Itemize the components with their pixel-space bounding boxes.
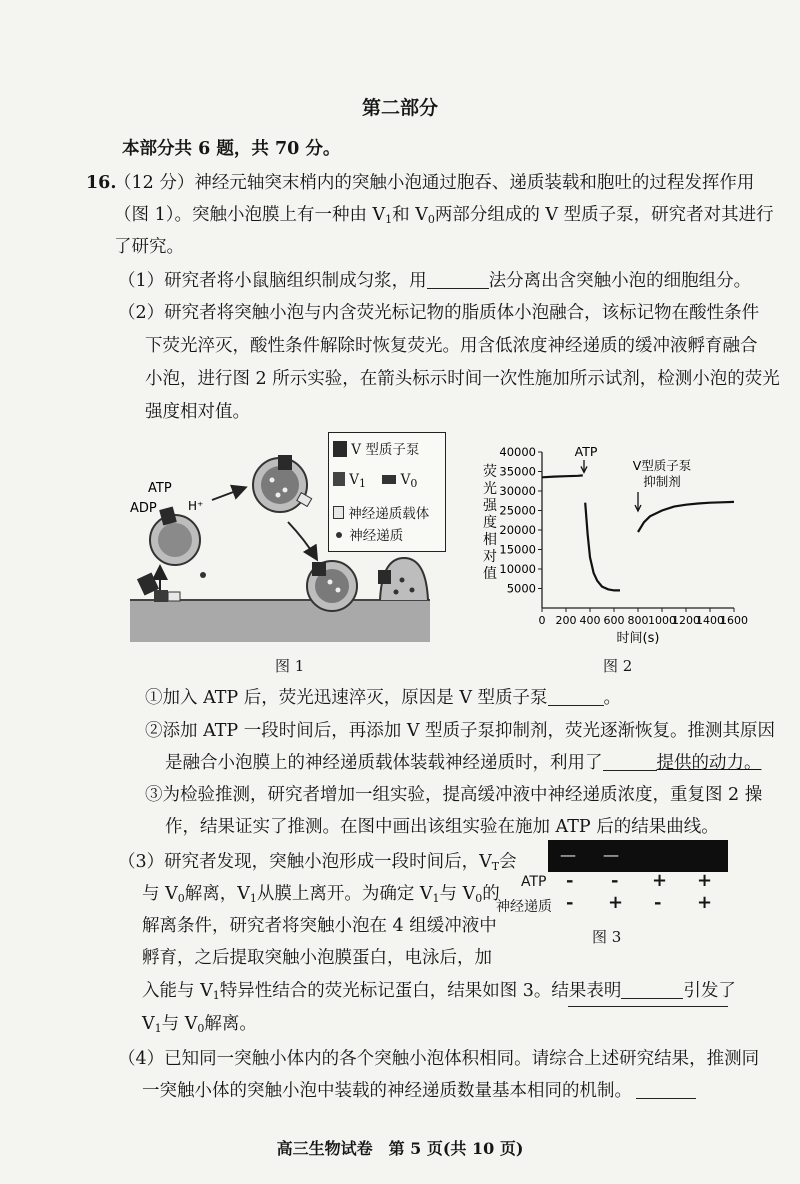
part-3-line-1: （3）研究者发现，突触小泡形成一段时间后，$V_T$会: [118, 852, 517, 873]
fusing-vesicle: [378, 558, 428, 600]
atp-sign-3: +: [652, 870, 668, 891]
answer-blank-2[interactable]: [548, 687, 604, 706]
transmitter-icon: [336, 532, 342, 538]
transmitter-sign-4: +: [697, 892, 713, 913]
section-intro: 本部分共 6 题，共 70 分。: [122, 139, 341, 159]
figure-1-legend: [328, 432, 446, 552]
y-tick-label: 40000: [499, 445, 536, 459]
y-tick-label: 15000: [499, 542, 536, 557]
y-tick-label: 10000: [499, 562, 536, 576]
x-tick-label: 600: [603, 614, 625, 627]
atp-sign-4: +: [697, 870, 713, 891]
sub-question-2-line-2: 是融合小泡膜上的神经递质载体装载神经递质时，利用了 提供的动力。: [165, 753, 762, 773]
part-2-line-4: 强度相对值。: [145, 402, 250, 422]
part-3-line-6: $V_1$与 $V_0$解离。: [142, 1014, 257, 1035]
series-line-baseline: [542, 475, 583, 477]
part-2-line-3: 小泡，进行图 2 所示实验，在箭头标示时间一次性施加所示试剂，检测小泡的荧光: [145, 369, 780, 389]
page-footer: 高三生物试卷 第 5 页(共 10 页): [276, 1139, 524, 1158]
stem-line-1: （12 分）神经元轴突末梢内的突触小泡通过胞吞、递质装载和胞吐的过程发挥作用: [114, 173, 755, 193]
answer-underline: [568, 1006, 728, 1007]
endocytosis-vesicle: [150, 506, 206, 578]
sub-question-2-line-1: ②添加 ATP 一段时间后，再添加 V 型质子泵抑制剂，荧光逐渐恢复。推测其原因: [145, 721, 776, 741]
x-tick-label: 1200: [672, 614, 700, 627]
transmitter-sign-2: +: [608, 892, 624, 913]
sub-question-3-line-1: ③为检验推测，研究者增加一组实验，提高缓冲液中神经递质浓度，重复图 2 操: [145, 785, 763, 805]
figure-1-caption: 图 1: [275, 657, 305, 675]
answer-blank-3[interactable]: [603, 752, 657, 771]
answer-blank-4[interactable]: [621, 980, 683, 999]
series-line-after_inhibitor: [638, 502, 734, 532]
sub-question-1: ①加入 ATP 后，荧光迅速淬灭，原因是 V 型质子泵 。: [145, 688, 622, 708]
figure-2-caption: 图 2: [603, 657, 633, 675]
presynaptic-membrane: [130, 600, 430, 642]
h-ion-label: H⁺: [188, 499, 204, 513]
stem-line-2: （图 1）。突触小泡膜上有一种由 $V_1$和 $V_0$两部分组成的 V 型质子泵，研究者对其进行: [114, 205, 774, 226]
y-tick-label: 30000: [499, 484, 536, 498]
atp-sign-2: -: [611, 870, 619, 891]
annotation-inhibitor-1: V型质子泵: [632, 458, 692, 473]
docked-vesicle: [307, 561, 357, 611]
part-3-line-2: 与 $V_0$解离，$V_1$从膜上离开。为确定 $V_1$与 $V_0$的: [142, 884, 500, 905]
part-4-line-1: （4）已知同一突触小体内的各个突触小泡体积相同。请综合上述研究结果，推测同: [118, 1049, 760, 1069]
y-label-char: 相: [483, 532, 497, 548]
chart-ticks: [499, 445, 748, 627]
legend-subunit-row: $V_1$ $V_0$: [333, 469, 417, 491]
annotation-inhibitor-2: 抑制剂: [643, 474, 681, 489]
y-axis-label: [483, 463, 498, 582]
question-number: 16.: [86, 173, 117, 193]
part-2-line-2: 下荧光淬灭，酸性条件解除时恢复荧光。用含低浓度神经递质的缓冲液孵育融合: [145, 336, 758, 356]
y-label-char: 度: [483, 515, 497, 531]
legend-carrier-row: 神经递质载体: [333, 503, 429, 525]
annotation-atp: ATP: [574, 444, 598, 459]
pump-icon: [333, 441, 347, 457]
part-3-line-3: 解离条件，研究者将突触小泡在 4 组缓冲液中: [142, 916, 497, 936]
legend-pump-row: V 型质子泵: [333, 439, 419, 461]
v0-subunit-icon: [382, 475, 396, 484]
x-tick-label: 400: [579, 614, 601, 627]
y-label-char: 强: [483, 498, 497, 514]
part-3-line-5: 入能与 $V_1$特异性结合的荧光标记蛋白，结果如图 3。结果表明 引发了: [142, 981, 736, 1002]
y-label-char: 荧: [483, 464, 497, 480]
part-2-line-1: （2）研究者将突触小泡与内含荧光标记物的脂质体小泡融合，该标记物在酸性条件: [118, 303, 760, 323]
part-4-line-2: 一突触小体的突触小泡中装载的神经递质数量基本相同的机制。: [142, 1078, 696, 1104]
carrier-icon: [333, 506, 344, 519]
x-tick-label: 1000: [648, 614, 676, 627]
x-tick-label: 1600: [720, 614, 748, 627]
atp-label: ATP: [148, 481, 172, 496]
answer-blank-5[interactable]: [636, 1080, 696, 1099]
x-tick-label: 1400: [696, 614, 724, 627]
figure-3-caption: 图 3: [592, 928, 622, 946]
fig3-transmitter-label: 神经递质: [496, 899, 552, 915]
transmitter-sign-1: -: [566, 892, 574, 913]
stem-line-3: 了研究。: [114, 237, 184, 257]
y-tick-label: 35000: [499, 464, 536, 479]
figure-3-gel: [548, 840, 728, 872]
y-label-char: 光: [483, 481, 497, 497]
gel-band-lane-1: —: [560, 845, 576, 864]
legend-transmitter-row: 神经递质: [333, 525, 403, 547]
v1-subunit-icon: [333, 472, 345, 486]
x-axis-label: 时间(s): [616, 631, 660, 646]
x-tick-label: 800: [627, 614, 649, 627]
loaded-vesicle: [253, 455, 312, 512]
atp-sign-1: -: [566, 870, 574, 891]
membrane-pump-cluster: [137, 572, 180, 602]
chart-annotations: [575, 444, 692, 511]
adp-label: ADP: [130, 501, 157, 516]
series-line-after_ATP: [585, 503, 620, 591]
figure-2-chart: [478, 440, 768, 650]
x-tick-label: 0: [538, 614, 546, 627]
y-label-char: 值: [483, 566, 497, 582]
fig3-atp-label: ATP: [521, 874, 547, 890]
y-tick-label: 20000: [499, 523, 536, 537]
x-tick-label: 200: [555, 614, 577, 627]
transmitter-sign-3: -: [654, 892, 662, 913]
part-3-line-4: 孵育，之后提取突触小泡膜蛋白，电泳后，加: [142, 948, 492, 968]
sub-question-3-line-2: 作，结果证实了推测。在图中画出该组实验在施加 ATP 后的结果曲线。: [165, 817, 719, 837]
y-tick-label: 25000: [499, 503, 536, 518]
answer-blank-1[interactable]: [427, 270, 489, 289]
y-label-char: 对: [483, 549, 497, 565]
gel-band-lane-2: —: [603, 845, 619, 864]
section-title: 第二部分: [361, 97, 438, 119]
y-tick-label: 5000: [506, 581, 536, 596]
part-1: （1）研究者将小鼠脑组织制成匀浆，用 法分离出含突触小泡的细胞组分。: [118, 271, 752, 291]
